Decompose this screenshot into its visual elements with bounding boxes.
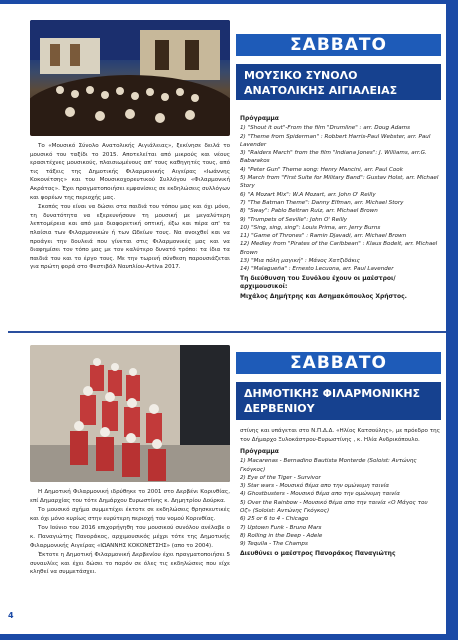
page-number: 4 bbox=[8, 611, 14, 620]
section1-program-list bbox=[240, 124, 440, 273]
section2-paragraph: Έκτοτε η Δημοτική Φιλαρμονική Δερβενίου έχει πραγματοποιήσει 5 συναυλίες και έχει δώσει το παρόν σε όλες τις εκδηλώσεις που είχε κληθεί να συμμετάσχει. bbox=[30, 552, 230, 576]
section2-program bbox=[240, 448, 440, 558]
program-item: 9) Tequila - The Champs bbox=[240, 541, 308, 548]
philharmonic-photo-illustration bbox=[30, 345, 230, 482]
section-divider bbox=[8, 331, 446, 333]
section2-title-line2: ΔΕΡΒΕΝΙΟΥ bbox=[244, 402, 315, 415]
ensemble-photo bbox=[30, 20, 230, 136]
section2-paragraph: Τον Ιούνιο του 2016 επιχορήγηθη του μουσικού συνόλου ανέλαβε ο κ. Παναγιώτης Πανοράκος, αρχιμουσικός μέχρι τότε της Δημοτικής Φιλαρμονικής Αιγείρας «ΙΩΑΝΝΗΣ ΚΟΚΟΝΕΤΣΗΣ» (απο το 2004). bbox=[30, 525, 230, 549]
section2-program-title: Πρόγραμμα bbox=[240, 448, 279, 455]
section2-body bbox=[30, 488, 230, 578]
section1-title-line2: ΑΝΑΤΟΛΙΚΗΣ ΑΙΓΙΑΛΕΙΑΣ bbox=[244, 84, 398, 97]
program-item: 6) "A Mozart Mix": W.A Mozart, arr. John O' Reilly bbox=[240, 191, 376, 198]
program-item: 4) "Peter Gun" Theme song: Henry Mancini, arr. Paul Cook bbox=[240, 166, 403, 173]
section2-day-label: ΣΑΒΒΑΤΟ bbox=[236, 352, 441, 374]
program-item: 10) "Sing, sing, sing": Louis Prima, arr. Jerry Burns bbox=[240, 224, 381, 231]
program-item: 5) March from "First Suite for Military Band": Gustav Holst, arr. Michael Story bbox=[240, 175, 439, 190]
section1-body bbox=[30, 142, 230, 273]
program-item: 8) Rolling in the Deep - Adele bbox=[240, 532, 323, 539]
program-item: 1) "Shout it out"-From the film "Drumline" : arr. Doug Adams bbox=[240, 125, 411, 132]
section1-program bbox=[240, 115, 440, 301]
section1-program-title: Πρόγραμμα bbox=[240, 115, 279, 122]
section2-title bbox=[236, 382, 441, 420]
section2-conductor: Διευθύνει ο μαέστρος Πανοράκος Παναγιώτης bbox=[240, 549, 396, 557]
program-item: 7) "The Batman Theme": Danny Elfman, arr. Michael Story bbox=[240, 199, 404, 206]
section2-title-line1: ΔΗΜΟΤΙΚΗΣ ΦΙΛΑΡΜΟΝΙΚΗΣ bbox=[244, 387, 421, 400]
section1-paragraph: Το «Μουσικό Σύνολο Ανατολικής Αιγιάλειας», ξεκίνησε δειλά το μουσικό του ταξίδι το 2015. Αποτελείται από μικρούς και νέους ερασιτέχνες μουσικούς, πλαισιωμένους απ' τους καθηγητές τους, από τις τάξεις της Δημοτικής Φιλαρμονικής Αιγείρας «Ιωάννης Κοκονέτσης» και του Μουσικοχορευτικού Συλλόγου «Φιλαρμονική Ακράτας». Έχει πραγματοποιήσει εμφανίσεις σε εκδηλώσεις συλλόγων και φορέων της περιοχής μας. bbox=[30, 143, 230, 201]
right-edge-bar bbox=[446, 0, 458, 640]
section2-paragraph: Το μουσικό σχήμα συμμετέχει έκτοτε σε εκδηλώσεις θρησκευτικές και όχι μόνο κυρίως στην ευρύτερη περιοχή του νομού Κορινθίας. bbox=[30, 507, 230, 522]
section1-paragraph: Σκοπός του είναι να δώσει στα παιδιά του τόπου μας και όχι μόνο, τη δυνατότητα να εξερευνήσουν τη μουσική με μεγαλύτερη λεπτομέρεια και από μια διαφορετική οπτική, έξω και πέρα απ' τα πλαίσια των Φιλαρμονικών ή των Ωδείων τους. Να ανοιχθεί και να προάγει την δουλειά που γίνεται στις Φιλαρμονικές μας και να διαφημίσει τον τόπο μας με τον καλύτερο δυνατό τρόπο: τα ίδια τα παιδιά του και το έργο τους. Με την τωρινή σύνθεση παρουσιάζεται για πρώτη φορά στο Φεστιβάλ Ναυπλίου-Artiva 2017. bbox=[30, 204, 230, 271]
section2-paragraph: Η Δημοτική Φιλαρμονική ιδρύθηκε το 2001 στο Δερβένι Κορινθίας, επί Δημαρχίας του τότε Δημάρχου Ευρωστίνης κ. Δημητρίου Δούρκα. bbox=[30, 489, 230, 504]
program-item: 13) "Μια πόλη μαγική" : Μάνος Χατζιδάκις bbox=[240, 258, 361, 265]
bottom-edge-bar bbox=[0, 634, 458, 640]
program-item: 3) "Raiders March" from the film "Indiana Jones": J. Williams, arr.G. Babarakos bbox=[240, 150, 427, 165]
top-edge-bar bbox=[0, 0, 458, 4]
section1-conductors-line2: Μιχάλος Δημήτρης και Ασημακόπουλος Χρήστος. bbox=[240, 292, 407, 300]
program-item: 1) Macarenas - Bernadino Bautista Monterde (Soloist: Αντώνης Γκόγκος) bbox=[240, 458, 417, 473]
program-item: 2) Eye of the Tiger - Survivor bbox=[240, 474, 321, 481]
program-item: 2) "Theme from Spiderman" : Robbert Harris-Paul Webster, arr. Paul Lavender bbox=[240, 133, 431, 148]
program-item: 7) Uptown Funk - Bruno Mars bbox=[240, 524, 322, 531]
program-item: 9) "Trumpets of Seville": John O' Reilly bbox=[240, 216, 348, 223]
program-item: 3) Star wars - Μουσικό θέμα απο την ομώνυμη ταινία bbox=[240, 483, 390, 490]
program-item: 8) "Sway": Pablo Beltran Ruiz, arr. Michael Brown bbox=[240, 208, 378, 215]
program-item: 5) Over the Rainbow - Μουσικό θέμα απο την ταινία «O Μάγος του Οζ» (Soloist: Αντώνης Γκόγκος) bbox=[240, 499, 428, 515]
program-item: 4) Ghostbusters - Μουσικό θέμα απο την ομώνυμη ταινία bbox=[240, 491, 400, 498]
program-item: 12) Medley from "Pirates of the Caribbean" : Klaus Bodelt, arr. Michael Brown bbox=[240, 241, 438, 256]
philharmonic-photo bbox=[30, 345, 230, 482]
section1-conductors-line1: Τη διεύθυνση του Συνόλου έχουν οι μαέστροι/αρχιμουσικοί: bbox=[240, 274, 396, 291]
program-item: 14) "Malagueña" : Ernesto Lecuona, arr. Paul Lavender bbox=[240, 266, 394, 273]
section1-title bbox=[236, 64, 441, 100]
section2-program-list bbox=[240, 457, 440, 548]
section2-body-continued: στίνης και υπάγεται στο Ν.Π.Δ.Δ. «Ηλίος Κατσούλης», με πρόεδρο της τον Δήμαρχο Ξυλοκάστρου-Ευρωστίνης , κ. Ηλία Ανδρικόπουλο. bbox=[240, 428, 440, 443]
ensemble-photo-illustration bbox=[30, 20, 230, 136]
section1-day-label: ΣΑΒΒΑΤΟ bbox=[236, 34, 441, 56]
program-item: 11) "Game of Thrones" : Ramin Djavadi, arr. Michael Brown bbox=[240, 233, 407, 240]
section1-title-line1: ΜΟΥΣΙΚΟ ΣΥΝΟΛΟ bbox=[244, 69, 358, 82]
program-item: 6) 25 or 6 to 4 - Chicago bbox=[240, 516, 309, 523]
